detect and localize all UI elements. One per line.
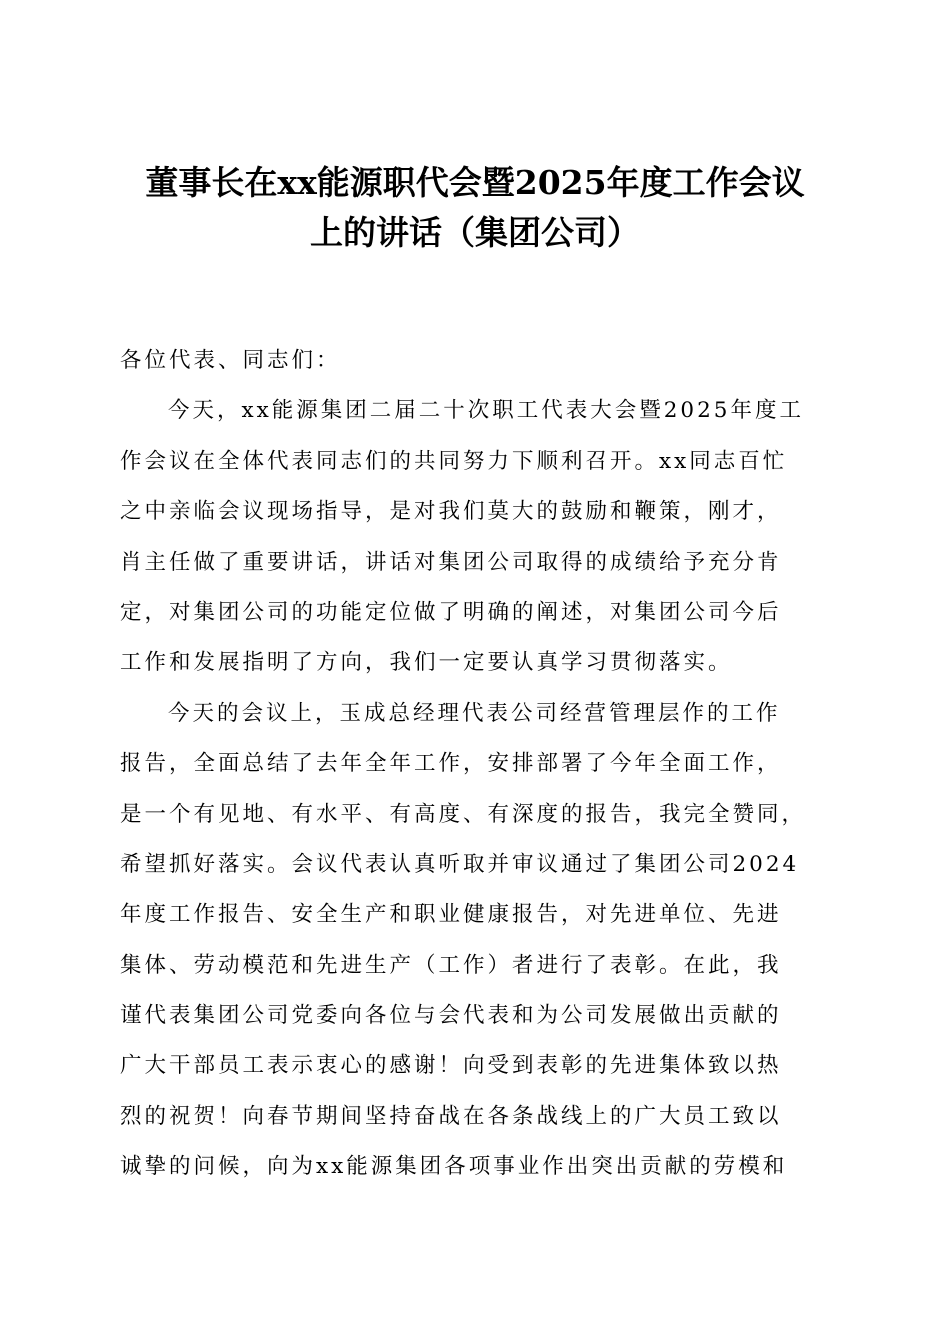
paragraph-line: 今天的会议上，玉成总经理代表公司经营管理层作的工作 (168, 700, 781, 726)
paragraph-1 (120, 386, 832, 688)
paragraph-line: 烈的祝贺！向春节期间坚持奋战在各条战线上的广大员工致以 (120, 1103, 782, 1129)
salutation: 各位代表、同志们： (120, 348, 341, 373)
title-line-1: 董事长在xx能源职代会暨2025年度工作会议 (145, 163, 805, 202)
paragraph-line: 是一个有见地、有水平、有高度、有深度的报告，我完全赞同， (120, 801, 807, 827)
paragraph-2 (120, 689, 832, 1193)
paragraph-line: 诚挚的问候，向为xx能源集团各项事业作出突出贡献的劳模和 (120, 1154, 788, 1180)
document-title (100, 158, 850, 258)
paragraph-line: 年度工作报告、安全生产和职业健康报告，对先进单位、先进 (120, 902, 782, 928)
document-body (120, 336, 832, 1193)
paragraph-line: 今天，xx能源集团二届二十次职工代表大会暨2025年度工 (168, 398, 804, 424)
paragraph-line: 希望抓好落实。会议代表认真听取并审议通过了集团公司2024 (120, 851, 800, 877)
paragraph-line: 定，对集团公司的功能定位做了明确的阐述，对集团公司今后 (120, 599, 782, 625)
paragraph-line: 谨代表集团公司党委向各位与会代表和为公司发展做出贡献的 (120, 1003, 782, 1029)
paragraph-line: 集体、劳动模范和先进生产（工作）者进行了表彰。在此，我 (120, 952, 782, 978)
paragraph-line: 作会议在全体代表同志们的共同努力下顺利召开。xx同志百忙 (120, 448, 788, 474)
title-line-2: 上的讲话（集团公司） (310, 213, 640, 252)
paragraph-line: 广大干部员工表示衷心的感谢！向受到表彰的先进集体致以热 (120, 1053, 782, 1079)
paragraph-line: 之中亲临会议现场指导，是对我们莫大的鼓励和鞭策，刚才， (120, 499, 782, 525)
paragraph-line: 工作和发展指明了方向，我们一定要认真学习贯彻落实。 (120, 650, 733, 676)
paragraph-line: 肖主任做了重要讲话，讲话对集团公司取得的成绩给予充分肯 (120, 549, 782, 575)
paragraph-line: 报告，全面总结了去年全年工作，安排部署了今年全面工作， (120, 751, 782, 777)
